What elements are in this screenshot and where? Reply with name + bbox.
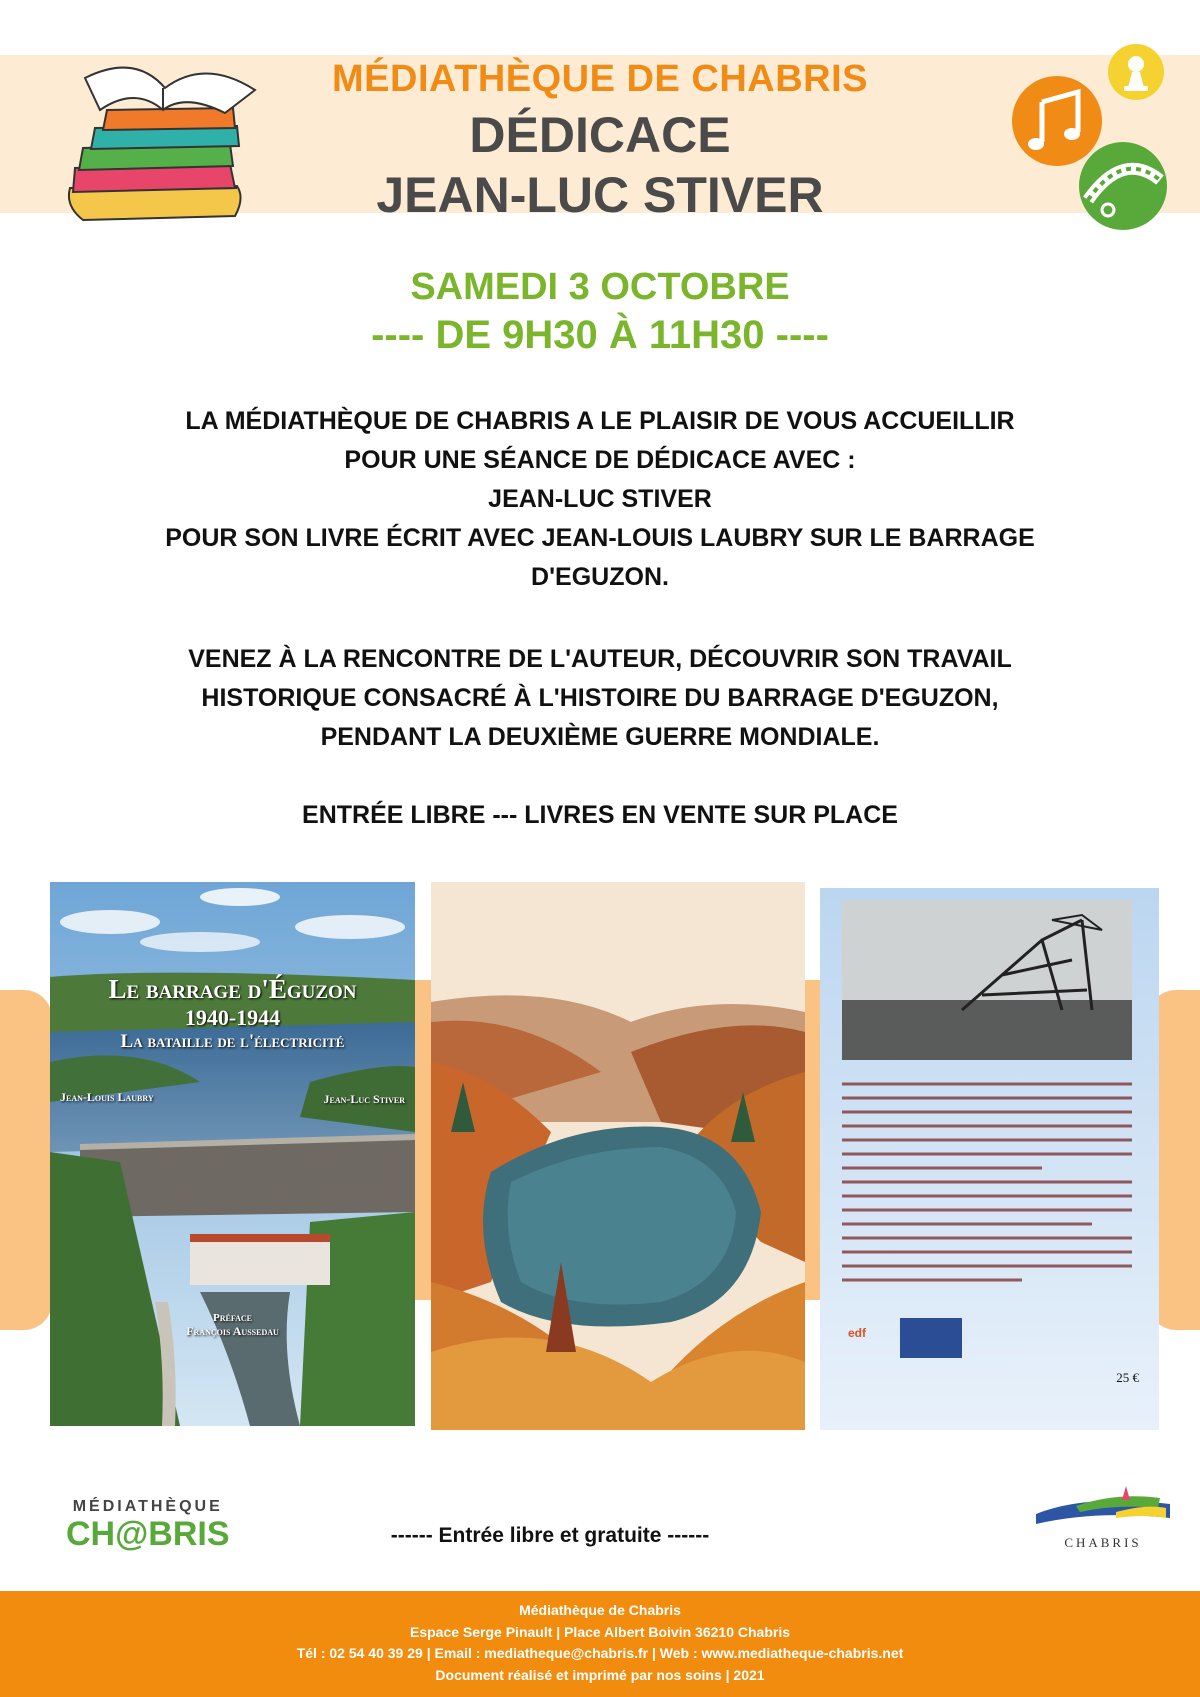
music-note-icon (1012, 76, 1102, 166)
book-subtitle: La bataille de l'électricité (120, 1031, 345, 1052)
mediatheque-logo (66, 1498, 230, 1552)
town-emblem-icon (1036, 1484, 1170, 1530)
book-back-cover (820, 888, 1159, 1430)
preface-label: Préface (212, 1312, 253, 1324)
author-name: JEAN-LUC STIVER (376, 167, 824, 223)
preface-name: François Aussedau (186, 1324, 279, 1338)
book-price: 25 € (1116, 1370, 1139, 1385)
back-cover-text-block (842, 1078, 1137, 1298)
event-type: DÉDICACE (469, 107, 731, 163)
publisher-logo (900, 1318, 962, 1358)
invite-line: HISTORIQUE CONSACRÉ À L'HISTOIRE DU BARRAGE D'EGUZON, (201, 684, 999, 712)
intro-line: JEAN-LUC STIVER (488, 485, 712, 513)
logo-bottom-text: CH@BRIS (66, 1515, 230, 1553)
book-title: Le barrage d'Éguzon (108, 974, 357, 1004)
invite-line: VENEZ À LA RENCONTRE DE L'AUTEUR, DÉCOUVRIR SON TRAVAIL (188, 645, 1012, 673)
dam-photo (50, 882, 415, 1426)
footer-venue: Médiathèque de Chabris (519, 1602, 681, 1618)
footer (0, 1591, 1200, 1697)
event-time: ---- DE 9H30 À 11H30 ---- (371, 313, 829, 357)
logo-top-text: MÉDIATHÈQUE (72, 1498, 223, 1515)
culture-icons (1010, 40, 1190, 235)
decor-tab-left (0, 990, 52, 1330)
footer-credit: Document réalisé et imprimé par nos soins | 2021 (435, 1666, 765, 1683)
film-reel-icon (1079, 142, 1167, 230)
book-author-right: Jean-Luc Stiver (323, 1092, 405, 1106)
intro-line: LA MÉDIATHÈQUE DE CHABRIS A LE PLAISIR DE VOUS ACCUEILLIR (185, 407, 1015, 435)
free-entry-note: ------ Entrée libre et gratuite ------ (390, 1524, 710, 1547)
invite-line: PENDANT LA DEUXIÈME GUERRE MONDIALE. (320, 723, 880, 751)
pylon-photo (842, 900, 1132, 1060)
entry-info: ENTRÉE LIBRE --- LIVRES EN VENTE SUR PLACE (302, 801, 898, 829)
book-front-cover (50, 882, 415, 1426)
intro-line: POUR SON LIVRE ÉCRIT AVEC JEAN-LOUIS LAUBRY SUR LE BARRAGE (165, 524, 1035, 552)
intro-line: D'EGUZON. (531, 563, 669, 591)
town-logo (1036, 1484, 1170, 1551)
footer-contact: Tél : 02 54 40 39 29 | Email : mediatheque@chabris.fr | Web : www.mediatheque-chabris.net (296, 1645, 904, 1661)
edf-logo: edf (848, 1326, 866, 1340)
footer-address: Espace Serge Pinault | Place Albert Boivin 36210 Chabris (410, 1623, 790, 1640)
autumn-lake-illustration (431, 882, 805, 1430)
intro-line: POUR UNE SÉANCE DE DÉDICACE AVEC : (344, 446, 856, 474)
venue-title: MÉDIATHÈQUE DE CHABRIS (332, 58, 868, 100)
book-years: 1940-1944 (184, 1005, 281, 1030)
invite-paragraph (60, 640, 1140, 757)
town-name: CHABRIS (1064, 1535, 1142, 1550)
book-author-left: Jean-Louis Laubry (60, 1090, 154, 1104)
chess-pawn-icon (1108, 44, 1164, 100)
event-date: SAMEDI 3 OCTOBRE (410, 266, 790, 308)
intro-paragraph (60, 402, 1140, 597)
